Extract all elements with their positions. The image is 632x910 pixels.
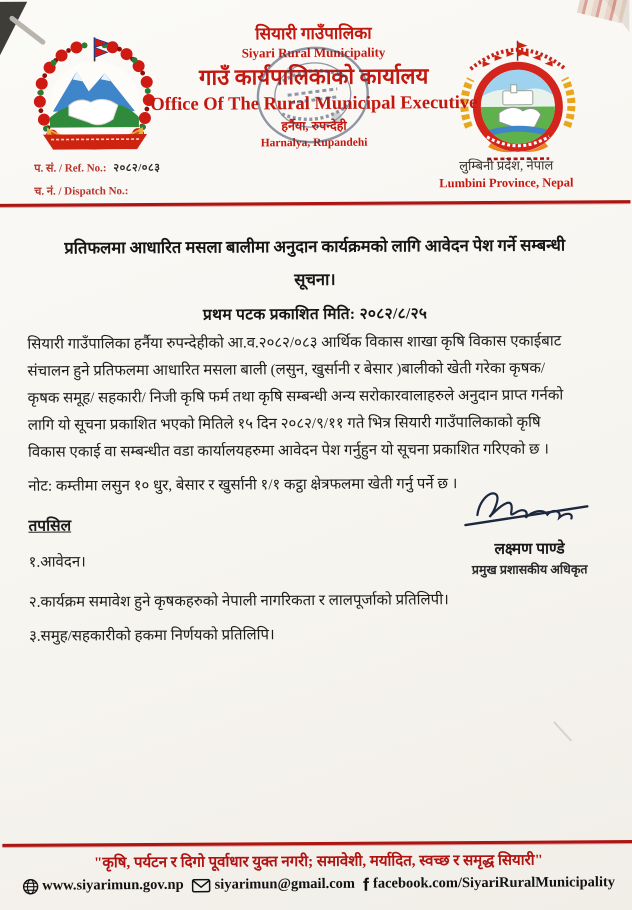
handwritten-signature-icon — [459, 484, 599, 531]
province-nepali: लुम्बिनी प्रदेश, नेपाल — [459, 157, 554, 174]
facebook-item — [363, 874, 615, 893]
body-line: लागि यो सूचना प्रकाशित भएको मितिले १५ दिन २०८२/९/११ गते भित्र सियारी गाउँपालिकाको कृषि — [27, 414, 541, 434]
email-item — [192, 876, 355, 894]
province-english: Lumbini Province, Nepal — [439, 174, 574, 190]
email-text: siyarimun@gmail.com — [214, 875, 356, 893]
list-item: १.आवेदन। — [28, 554, 86, 571]
round-ink-stamp — [248, 37, 378, 153]
scan-paper-fragment-top-right — [577, 0, 628, 23]
body-line: कृषक समूह/ सहकारी/ निजी कृषि फर्म तथा कृषि सम्बन्धी अन्य सरोकारवालाहरुले अनुदान प्राप्त गर्नको — [27, 387, 564, 407]
facebook-text: facebook.com/SiyariRuralMunicipality — [372, 874, 616, 892]
notice-title-line2: सूचना। — [294, 269, 336, 290]
envelope-icon — [192, 878, 211, 892]
notice-title-line1: प्रतिफलमा आधारित मसला बालीमा अनुदान कार्यक्रमको लागि आवेदन पेश गर्ने सम्बन्धी — [64, 235, 566, 258]
tapasil-heading: तपसिल — [28, 517, 72, 535]
facebook-f-icon: f — [362, 874, 370, 895]
municipality-name-nepali: सियारी गाउँपालिका — [255, 23, 372, 44]
municipality-name-english: Siyari Rural Municipality — [241, 44, 386, 61]
address-english: Harnalya, Rupandehi — [260, 136, 368, 150]
website-item — [22, 877, 184, 895]
signatory-title: प्रमुख प्रशासकीय अधिकृत — [471, 562, 588, 578]
signature-block — [444, 484, 615, 578]
notice-body — [27, 328, 608, 467]
reference-block — [34, 160, 160, 199]
list-item: ३.समुह/सहकारीको हकमा निर्णयको प्रतिलिपि। — [29, 627, 275, 645]
globe-icon — [22, 878, 38, 894]
office-name-nepali: गाउँ कार्यपालिकाको कार्यालय — [199, 62, 429, 90]
list-item: २.कार्यक्रम समावेश हुने कृषकहरुको नेपाली नागरिकता र लालपूर्जाको प्रतिलिपी। — [28, 592, 449, 611]
notice-title-block — [27, 232, 604, 326]
website-text: www.siyarimun.gov.np — [42, 876, 184, 894]
note-line: नोट: कम्तीमा लसुन १० धुर, बेसार र खुर्सानी १/१ कट्ठा क्षेत्रफलमा खेती गर्नु पर्ने छ । — [28, 476, 458, 495]
footer-contacts — [3, 874, 632, 895]
province-block — [406, 156, 606, 192]
office-name-english: Office Of The Rural Municipal Executive — [150, 93, 478, 116]
signatory-name: लक्ष्मण पाण्डे — [494, 540, 565, 558]
body-line: सियारी गाउँपालिका हर्नैया रुपन्देहीको आ.व.२०८२/०८३ आर्थिक विकास शाखा कृषि विकास एकाईबाट — [27, 333, 562, 353]
footer-rule — [2, 840, 632, 847]
ink-stamp-icon — [248, 37, 378, 153]
body-line: संचालन हुने प्रतिफलमा आधारित मसला बाली (लसुन, खुर्सानी र बेसार )बालीको खेती गरेका कृषक/ — [27, 360, 546, 380]
ref-no-label: प. सं. / Ref. No.: — [34, 162, 107, 175]
address-nepali: हर्नैया, रुपन्देही — [281, 118, 347, 134]
scan-crease-bottom-right — [553, 721, 572, 742]
body-line: विकास एकाई वा सम्बन्धीत वडा कार्यालयहरुमा आवेदन पेश गर्नुहुन यो सूचना प्रकाशित गरिएको छ । — [27, 441, 550, 461]
ref-no-value: २०८२/०८३ — [113, 161, 161, 175]
published-date-line: प्रथम पटक प्रकाशित मिति: २०८२/८/२५ — [202, 305, 428, 324]
dispatch-no-label: च. नं. / Dispatch No.: — [34, 185, 129, 198]
footer-slogan: "कृषि, पर्यटन र दिगो पूर्वाधार युक्त नगरी; समावेशी, मर्यादित, स्वच्छ र समृद्ध सियारी" — [93, 852, 543, 872]
header-rule — [0, 200, 630, 207]
